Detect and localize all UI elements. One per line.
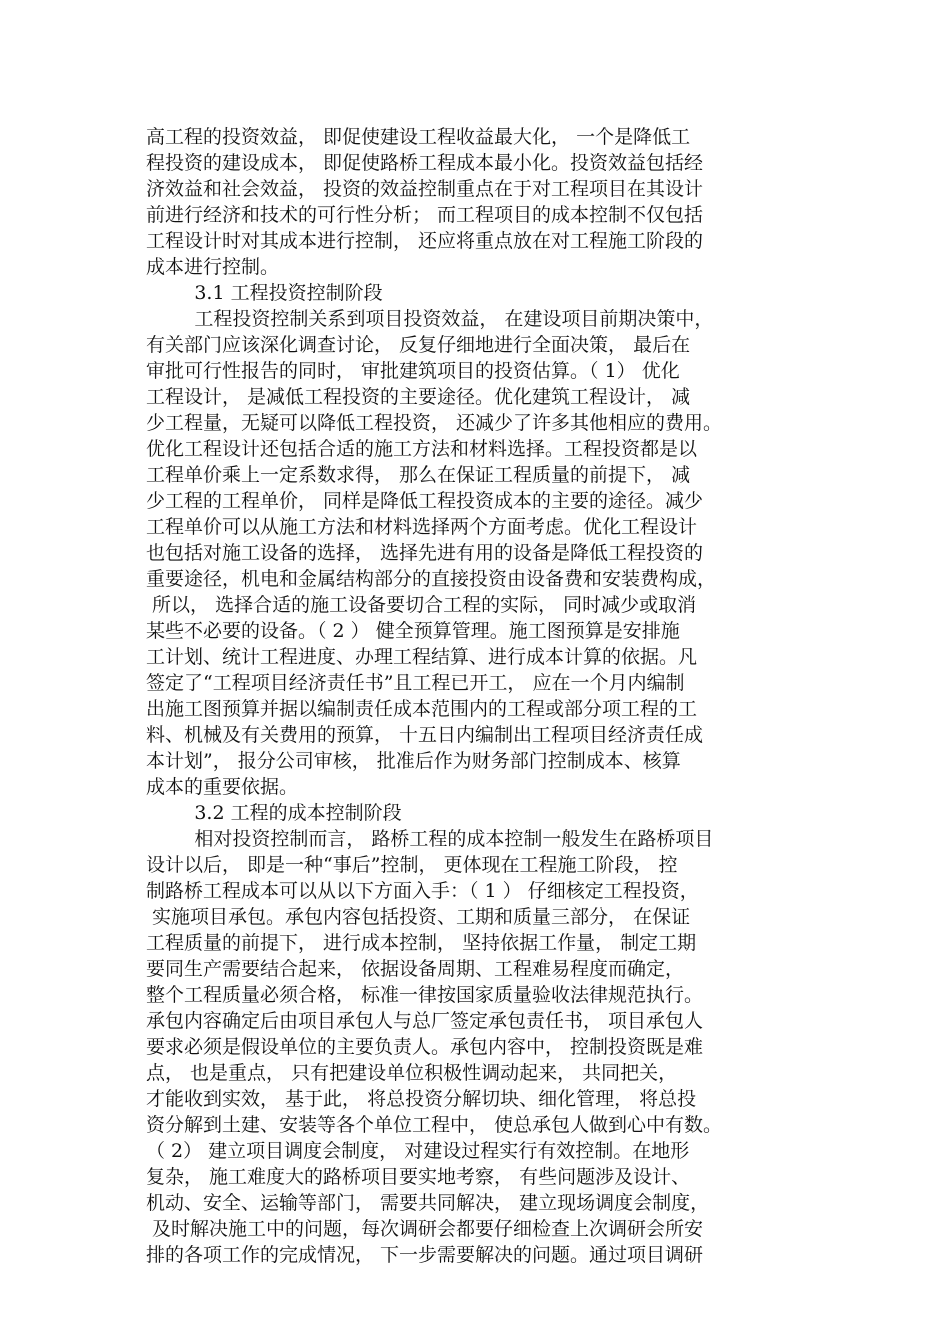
text-line: 工程设计时对其成本进行控制， 还应将重点放在对工程施工阶段的	[146, 230, 704, 252]
text-line: 设计以后， 即是一种“事后”控制， 更体现在工程施工阶段， 控	[146, 854, 678, 876]
text-line: 程投资的建设成本， 即促使路桥工程成本最小化。投资效益包括经	[146, 152, 704, 174]
text-line: 本计划”， 报分公司审核， 批准后作为财务部门控制成本、核算	[146, 750, 681, 772]
text-line: 及时解决施工中的问题，每次调研会都要仔细检查上次调研会所安	[146, 1218, 704, 1240]
section-heading: 3.2 工程的成本控制阶段	[146, 802, 402, 824]
text-line: 排的各项工作的完成情况， 下一步需要解决的问题。通过项目调研	[146, 1244, 704, 1266]
text-line: 重要途径，机电和金属结构部分的直接投资由设备费和安装费构成，	[146, 568, 717, 590]
text-line: 工程设计， 是减低工程投资的主要途径。优化建筑工程设计， 减	[146, 386, 691, 408]
text-line: 实施项目承包。承包内容包括投资、工期和质量三部分， 在保证	[146, 906, 691, 928]
text-line: 少工程的工程单价， 同样是降低工程投资成本的主要的途径。减少	[146, 490, 704, 512]
text-line: （ 2） 建立项目调度会制度， 对建设过程实行有效控制。在地形	[146, 1140, 690, 1162]
text-line: 优化工程设计还包括合适的施工方法和材料选择。工程投资都是以	[146, 438, 698, 460]
text-line: 工程质量的前提下， 进行成本控制， 坚持依据工作量， 制定工期	[146, 932, 697, 954]
text-line: 成本的重要依据。	[146, 776, 299, 798]
text-line: 前进行经济和技术的可行性分析； 而工程项目的成本控制不仅包括	[146, 204, 704, 226]
text-line: 资分解到土建、安装等各个单位工程中， 使总承包人做到心中有数。	[146, 1114, 723, 1136]
section-heading: 3.1 工程投资控制阶段	[146, 282, 383, 304]
text-line: 工程单价可以从施工方法和材料选择两个方面考虑。优化工程设计	[146, 516, 698, 538]
text-line: 制路桥工程成本可以从以下方面入手：（ 1 ） 仔细核定工程投资，	[146, 880, 699, 902]
text-line: 料、机械及有关费用的预算， 十五日内编制出工程项目经济责任成	[146, 724, 704, 746]
text-line: 要同生产需要结合起来， 依据设备周期、工程难易程度而确定，	[146, 958, 685, 980]
text-line: 整个工程质量必须合格， 标准一律按国家质量验收法律规范执行。	[146, 984, 704, 1006]
text-line: 承包内容确定后由项目承包人与总厂签定承包责任书， 项目承包人	[146, 1010, 704, 1032]
text-line: 济效益和社会效益， 投资的效益控制重点在于对工程项目在其设计	[146, 178, 704, 200]
text-line: 高工程的投资效益， 即促使建设工程收益最大化， 一个是降低工	[146, 126, 691, 148]
body-text	[146, 124, 826, 1268]
text-line: 机动、安全、运输等部门， 需要共同解决， 建立现场调度会制度，	[146, 1192, 710, 1214]
text-line: 有关部门应该深化调查讨论， 反复仔细地进行全面决策， 最后在	[146, 334, 691, 356]
text-line: 签定了“工程项目经济责任书”且工程已开工， 应在一个月内编制	[146, 672, 685, 694]
text-line: 也包括对施工设备的选择， 选择先进有用的设备是降低工程投资的	[146, 542, 704, 564]
text-line: 工程投资控制关系到项目投资效益， 在建设项目前期决策中，	[146, 308, 714, 330]
text-line: 少工程量，无疑可以降低工程投资， 还减少了许多其他相应的费用。	[146, 412, 723, 434]
text-line: 复杂， 施工难度大的路桥项目要实地考察， 有些问题涉及设计、	[146, 1166, 691, 1188]
text-line: 某些不必要的设备。（ 2 ） 健全预算管理。施工图预算是安排施	[146, 620, 680, 642]
text-line: 审批可行性报告的同时， 审批建筑项目的投资估算。（ 1） 优化	[146, 360, 680, 382]
text-line: 才能收到实效， 基于此， 将总投资分解切块、细化管理， 将总投	[146, 1088, 697, 1110]
text-line: 所以， 选择合适的施工设备要切合工程的实际， 同时减少或取消	[146, 594, 697, 616]
text-line: 成本进行控制。	[146, 256, 280, 278]
text-line: 工程单价乘上一定系数求得， 那么在保证工程质量的前提下， 减	[146, 464, 691, 486]
text-line: 相对投资控制而言， 路桥工程的成本控制一般发生在路桥项目	[146, 828, 714, 850]
text-line: 要求必须是假设单位的主要负责人。承包内容中， 控制投资既是难	[146, 1036, 704, 1058]
text-line: 工计划、统计工程进度、办理工程结算、进行成本计算的依据。凡	[146, 646, 698, 668]
text-line: 点， 也是重点， 只有把建设单位积极性调动起来， 共同把关，	[146, 1062, 678, 1084]
text-line: 出施工图预算并据以编制责任成本范围内的工程或部分项工程的工	[146, 698, 698, 720]
